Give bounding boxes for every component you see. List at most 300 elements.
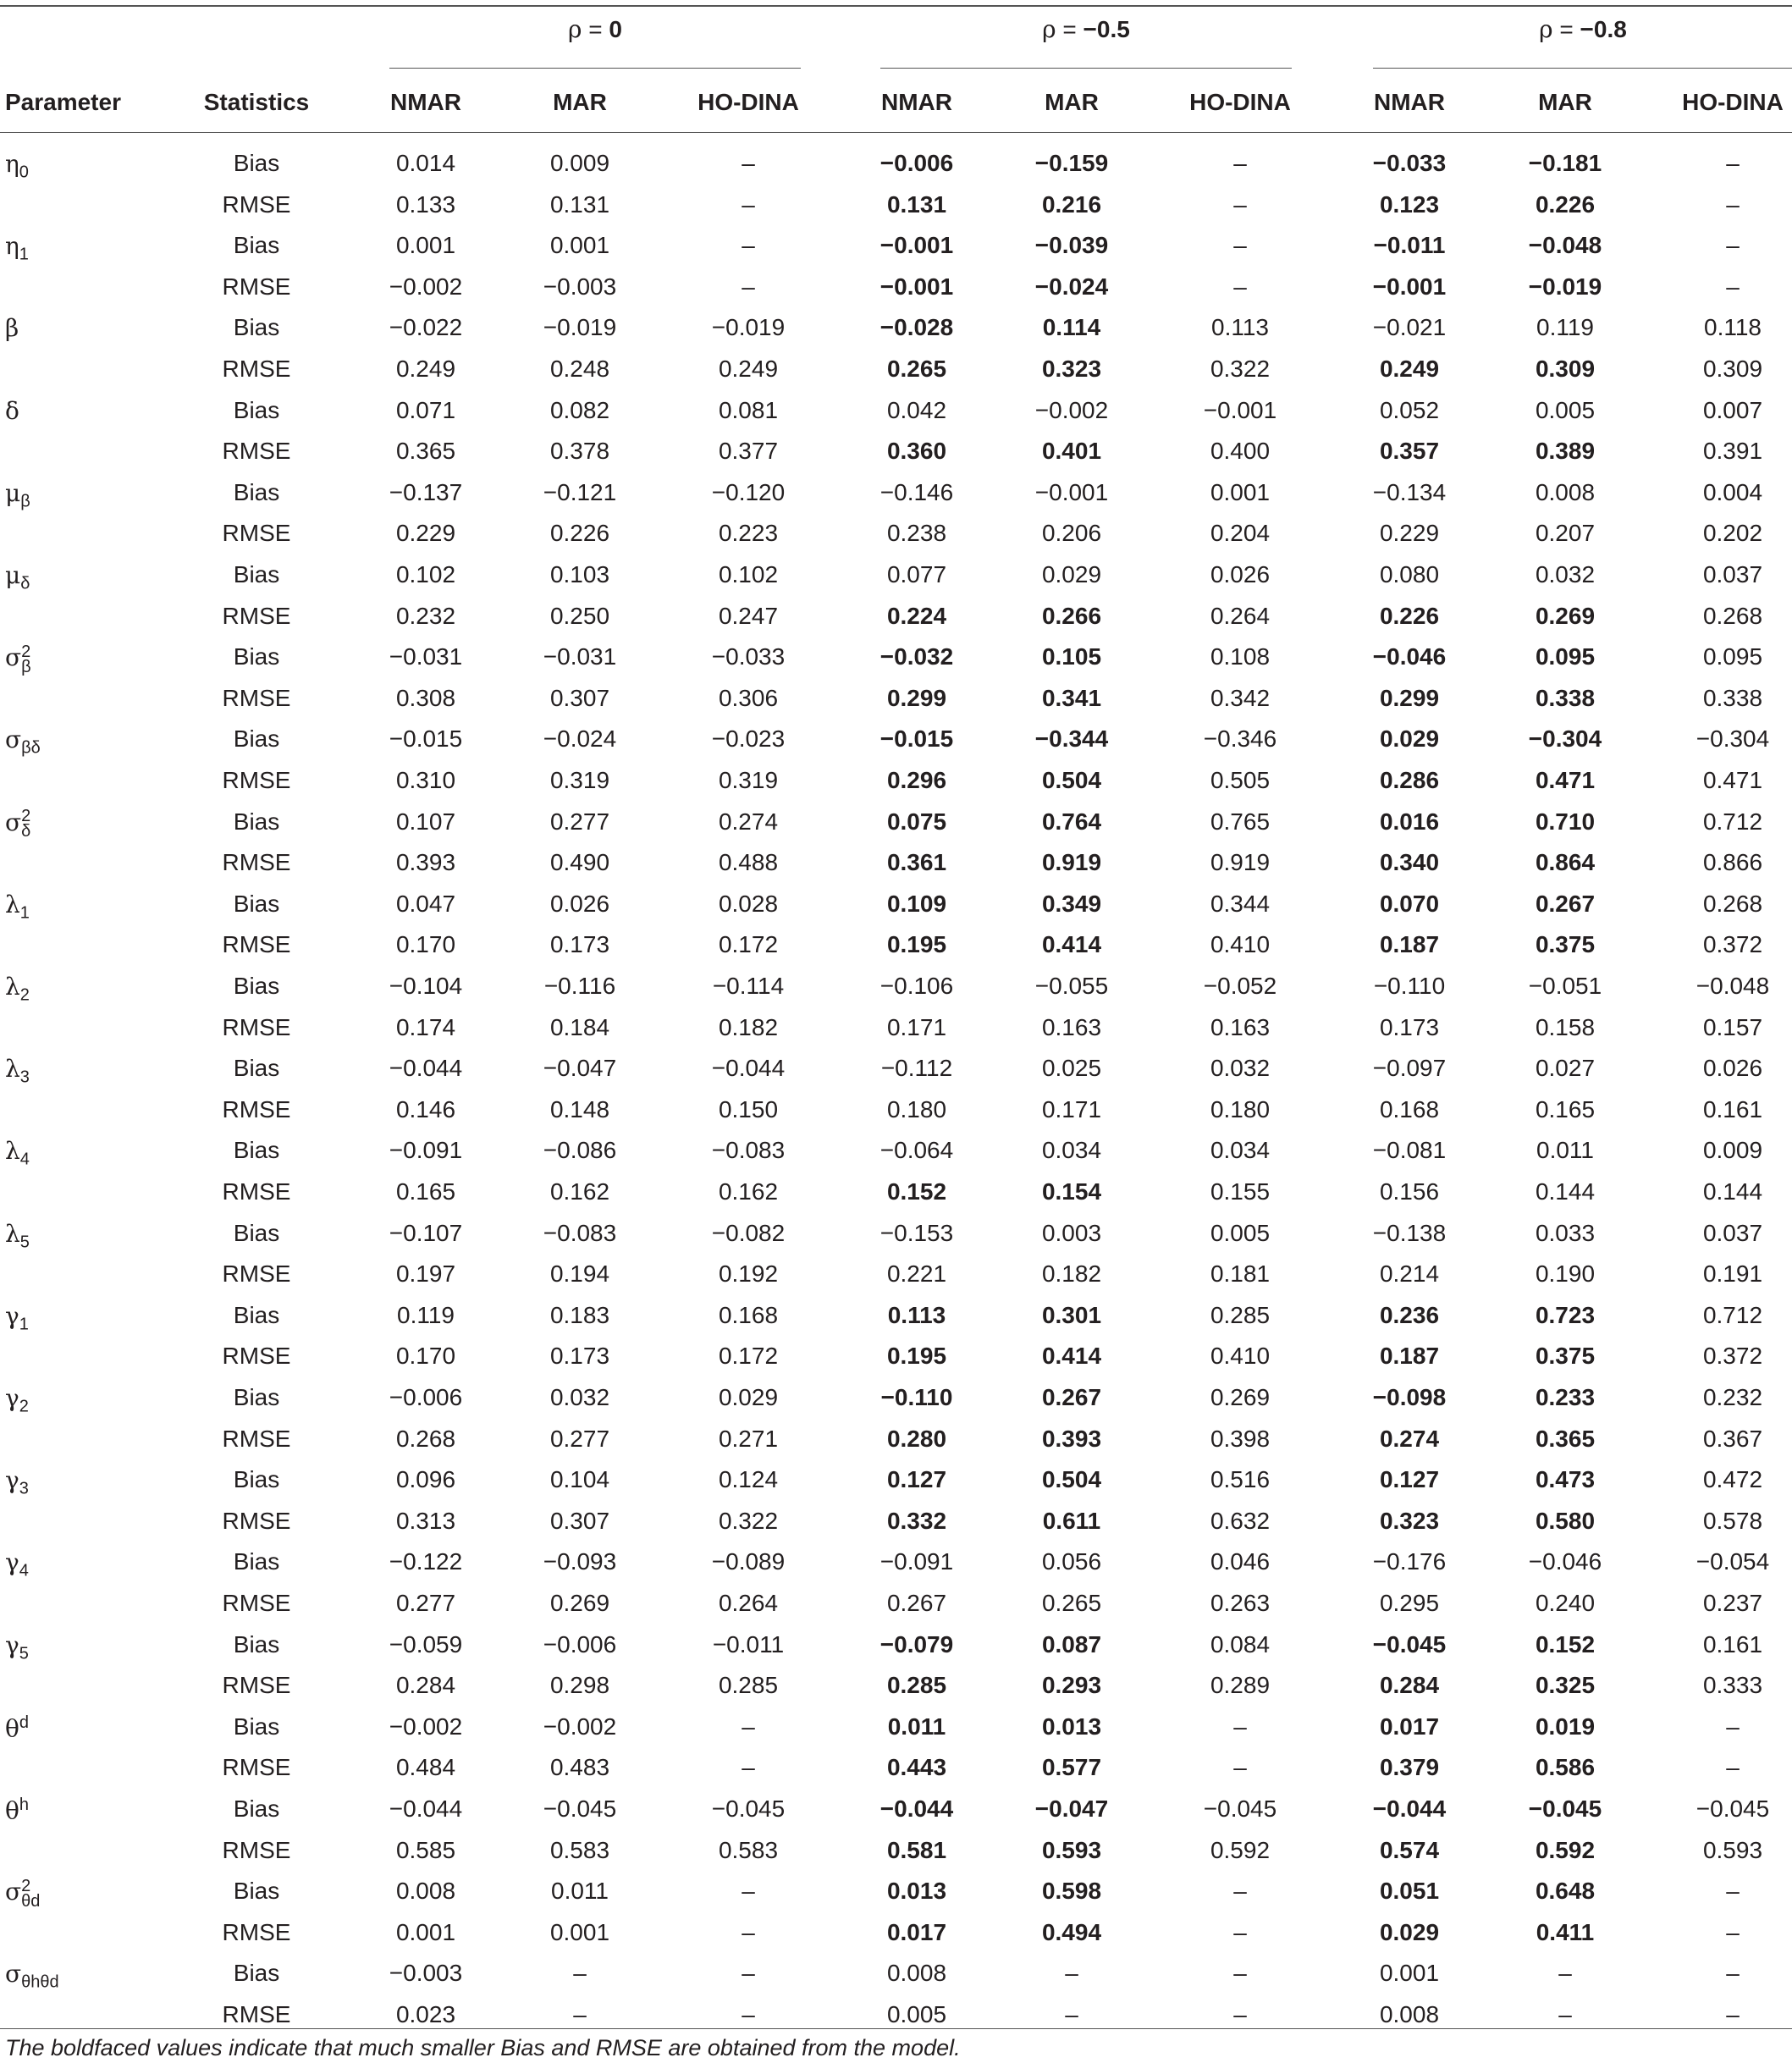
table-cell: 0.249 [718,356,779,382]
table-cell: 0.306 [718,684,779,711]
table-cell: −0.104 [389,973,463,999]
table-cell: 0.001 [1379,1960,1440,1987]
table-cell: 0.087 [1041,1630,1102,1658]
table-cell: – [742,2001,755,2027]
table-cell: 0.011 [1536,1137,1594,1164]
table-cell: 0.410 [1210,1343,1271,1370]
table-cell: 0.042 [886,396,947,423]
rho-symbol: ρ [568,15,582,43]
table-cell: 0.155 [1210,1178,1271,1205]
table-cell: 0.866 [1702,849,1763,876]
table-cell: 0.308 [395,684,456,711]
statistic-label: RMSE [222,1918,291,1945]
statistic-label: RMSE [222,849,291,876]
table-cell: −0.181 [1528,150,1602,176]
table-row [0,1014,1792,1055]
table-row [0,1795,1792,1836]
table-cell: 0.372 [1702,931,1763,958]
table-cell: 0.580 [1535,1507,1596,1534]
table-cell: −0.097 [1372,1055,1447,1082]
parameter-symbol: $\mu_\delta$ [5,561,30,593]
statistic-label: RMSE [222,356,291,382]
table-cell: −0.054 [1696,1548,1770,1575]
table-cell: 0.071 [395,396,456,423]
table-cell: 0.168 [1379,1095,1440,1123]
table-row [0,808,1792,849]
table-cell: −0.304 [1528,725,1602,753]
table-cell: – [1726,150,1740,176]
table-row [0,561,1792,602]
statistic-label: RMSE [222,273,291,300]
table-cell: −0.019 [1528,273,1602,300]
top-rule [0,5,1792,7]
table-cell: 0.592 [1535,1836,1596,1863]
table-cell: −0.120 [711,478,786,505]
table-cell: −0.153 [879,1219,954,1246]
table-cell: 0.298 [549,1672,610,1699]
table-cell: −0.304 [1696,725,1770,753]
table-row [0,150,1792,190]
table-cell: 0.274 [1379,1425,1440,1452]
table-cell: 0.349 [1041,890,1102,917]
table-cell: 0.274 [718,808,779,835]
statistic-label: Bias [233,232,280,259]
table-cell: 0.598 [1041,1878,1102,1905]
table-cell: 0.118 [1704,314,1762,341]
group-rule-rho-05 [880,68,1292,69]
table-cell: −0.024 [543,725,617,753]
rho-value: 0 [609,16,622,42]
table-row [0,1919,1792,1960]
table-cell: 0.472 [1702,1466,1763,1493]
table-cell: 0.864 [1535,849,1596,876]
table-cell: 0.280 [886,1425,947,1452]
parameter-symbol: δ [5,396,19,425]
table-cell: – [742,190,755,218]
table-cell: 0.285 [1210,1301,1271,1328]
table-cell: 0.221 [886,1260,947,1288]
table-cell: −0.002 [389,1713,463,1740]
table-cell: −0.003 [389,1960,463,1987]
table-cell: – [1726,2001,1740,2027]
table-cell: 0.047 [395,890,456,917]
table-cell: 0.226 [1535,190,1596,218]
table-cell: 0.265 [1041,1590,1102,1616]
table-cell: 0.005 [1210,1219,1271,1246]
statistic-label: Bias [233,150,280,176]
table-cell: −0.045 [711,1795,786,1822]
table-cell: – [1558,2001,1572,2027]
table-cell: 0.378 [549,438,610,465]
table-cell: −0.134 [1372,478,1447,505]
table-cell: −0.047 [1034,1795,1109,1822]
statistic-label: RMSE [222,931,291,958]
table-cell: 0.027 [1535,1055,1596,1082]
parameter-symbol: σ 2 β [5,642,31,676]
header-mar: MAR [1045,89,1099,115]
table-cell: −0.045 [1528,1795,1602,1822]
table-cell: 0.592 [1210,1836,1271,1863]
table-cell: 0.051 [1379,1878,1440,1905]
table-row [0,232,1792,273]
table-cell: −0.001 [879,273,954,300]
table-cell: 0.152 [1535,1630,1596,1658]
table-cell: 0.026 [1702,1055,1763,1082]
table-cell: 0.009 [1702,1137,1763,1164]
table-cell: 0.391 [1702,438,1763,465]
table-cell: 0.578 [1702,1507,1763,1534]
table-cell: −0.006 [543,1630,617,1658]
table-cell: 0.398 [1210,1425,1271,1452]
table-cell: 0.013 [1041,1713,1102,1740]
statistic-label: RMSE [222,684,291,711]
table-cell: 0.233 [1535,1384,1596,1410]
table-cell: 0.172 [718,931,779,958]
table-cell: −0.001 [1203,396,1277,423]
table-cell: −0.021 [1372,314,1447,341]
table-cell: −0.046 [1372,643,1447,670]
table-cell: – [1233,1918,1247,1945]
table-cell: 0.277 [395,1590,456,1616]
statistic-label: Bias [233,1630,280,1658]
statistic-label: RMSE [222,602,291,629]
table-cell: 0.323 [1379,1507,1440,1534]
table-cell: 0.046 [1210,1548,1271,1575]
table-cell: 0.029 [1379,725,1440,753]
table-cell: 0.357 [1379,438,1440,465]
table-cell: −0.045 [1696,1795,1770,1822]
statistic-label: Bias [233,725,280,753]
table-cell: 0.133 [395,190,456,218]
table-cell: – [1065,1960,1078,1987]
parameter-symbol: $\theta^d$ [5,1713,29,1743]
table-cell: 0.114 [1042,314,1101,341]
table-cell: 0.195 [886,931,947,958]
table-cell: −0.044 [389,1055,463,1082]
table-cell: 0.229 [395,520,456,547]
table-cell: −0.044 [389,1795,463,1822]
table-cell: 0.379 [1379,1754,1440,1781]
table-cell: −0.137 [389,478,463,505]
table-cell: 0.593 [1041,1836,1102,1863]
table-cell: 0.504 [1041,1466,1102,1493]
table-cell: – [1726,1960,1740,1987]
table-cell: 0.319 [718,767,779,793]
table-cell: 0.032 [1210,1055,1271,1082]
table-cell: 0.375 [1535,1343,1596,1370]
table-cell: 0.919 [1041,849,1102,876]
table-cell: 0.154 [1041,1178,1102,1205]
table-cell: 0.192 [718,1260,779,1288]
table-cell: −0.031 [543,643,617,670]
table-cell: 0.309 [1535,356,1596,382]
table-cell: 0.307 [549,684,610,711]
table-cell: 0.309 [1702,356,1763,382]
group-rule-rho-08 [1373,68,1792,69]
table-cell: 0.001 [395,1918,456,1945]
table-cell: 0.113 [1211,314,1269,341]
table-cell: 0.180 [886,1095,947,1123]
table-cell: 0.162 [549,1178,610,1205]
table-row [0,479,1792,520]
table-row [0,1713,1792,1754]
table-cell: 0.008 [1535,478,1596,505]
table-cell: 0.323 [1041,356,1102,382]
table-cell: −0.011 [712,1630,785,1658]
table-cell: 0.163 [1041,1013,1102,1040]
table-cell: 0.414 [1041,1343,1102,1370]
parameter-symbol: σ 2 δ [5,807,31,841]
table-cell: 0.109 [886,890,947,917]
table-cell: 0.393 [395,849,456,876]
statistic-label: Bias [233,396,280,423]
table-cell: 0.712 [1702,808,1763,835]
table-cell: 0.338 [1702,684,1763,711]
table-cell: 0.504 [1041,767,1102,793]
table-cell: 0.173 [1379,1013,1440,1040]
table-row [0,1137,1792,1178]
table-cell: 0.165 [395,1178,456,1205]
table-cell: 0.313 [395,1507,456,1534]
table-cell: 0.277 [549,808,610,835]
table-cell: 0.023 [395,2001,456,2027]
table-cell: 0.577 [1041,1754,1102,1781]
table-row [0,1096,1792,1137]
table-cell: 0.586 [1535,1754,1596,1781]
table-cell: 0.156 [1379,1178,1440,1205]
table-cell: −0.023 [711,725,786,753]
table-cell: – [1558,1960,1572,1987]
parameter-symbol: β [5,314,19,343]
table-row [0,1590,1792,1630]
table-row [0,1384,1792,1425]
table-cell: 0.033 [1535,1219,1596,1246]
table-cell: – [1726,1878,1740,1905]
table-cell: 0.712 [1702,1301,1763,1328]
table-cell: 0.158 [1535,1013,1596,1040]
table-cell: 0.410 [1210,931,1271,958]
table-cell: −0.044 [879,1795,954,1822]
table-cell: – [1726,190,1740,218]
table-cell: 0.008 [1379,2001,1440,2027]
table-cell: – [1233,150,1247,176]
table-cell: −0.048 [1528,232,1602,259]
statistic-label: Bias [233,561,280,587]
table-cell: 0.367 [1702,1425,1763,1452]
table-cell: −0.176 [1372,1548,1447,1575]
table-cell: 0.319 [549,767,610,793]
table-cell: 0.182 [718,1013,779,1040]
table-row [0,849,1792,890]
table-cell: 0.187 [1379,931,1440,958]
table-cell: −0.346 [1203,725,1277,753]
table-cell: 0.157 [1702,1013,1763,1040]
table-cell: 0.056 [1041,1548,1102,1575]
table-cell: −0.039 [1034,232,1109,259]
table-cell: 0.004 [1702,478,1763,505]
table-cell: 0.593 [1702,1836,1763,1863]
table-cell: −0.019 [711,314,786,341]
table-cell: – [1233,1754,1247,1781]
statistic-label: RMSE [222,1507,291,1534]
table-cell: 0.171 [886,1013,947,1040]
table-cell: 0.505 [1210,767,1271,793]
table-cell: 0.299 [886,684,947,711]
parameter-symbol: $\eta_0$ [5,150,29,182]
table-cell: 0.161 [1702,1095,1763,1123]
statistic-label: RMSE [222,1178,291,1205]
statistic-label: RMSE [222,1095,291,1123]
table-cell: 0.401 [1041,438,1102,465]
table-cell: 0.162 [718,1178,779,1205]
table-cell: −0.093 [543,1548,617,1575]
table-cell: 0.414 [1041,931,1102,958]
table-cell: −0.033 [1372,150,1447,176]
table-cell: 0.265 [886,356,947,382]
table-row [0,520,1792,560]
table-cell: −0.083 [711,1137,786,1164]
table-cell: 0.285 [886,1672,947,1699]
table-cell: 0.471 [1702,767,1763,793]
table-cell: 0.008 [395,1878,456,1905]
parameter-symbol: $\eta_1$ [5,232,29,264]
table-row [0,314,1792,355]
table-cell: 0.360 [886,438,947,465]
table-cell: 0.152 [886,1178,947,1205]
table-cell: 0.284 [1379,1672,1440,1699]
statistic-label: Bias [233,314,280,341]
table-cell: 0.172 [718,1343,779,1370]
table-cell: −0.114 [712,973,785,999]
header-nmar: NMAR [1374,89,1445,115]
table-cell: 0.372 [1702,1343,1763,1370]
statistic-label: Bias [233,1960,280,1987]
statistic-label: Bias [233,973,280,999]
table-cell: 0.494 [1041,1918,1102,1945]
statistic-label: RMSE [222,1590,291,1616]
table-cell: 0.269 [1535,602,1596,629]
table-cell: 0.267 [1041,1384,1102,1410]
table-cell: −0.079 [879,1630,954,1658]
table-footnote: The boldfaced values indicate that much smaller Bias and RMSE are obtained from the model. [5,2035,961,2060]
table-cell: −0.011 [1373,232,1446,259]
table-cell: 0.107 [395,808,456,835]
table-cell: 0.204 [1210,520,1271,547]
equals-sign: = [1056,16,1083,42]
table-cell: 0.184 [549,1013,610,1040]
table-cell: 0.148 [549,1095,610,1123]
statistic-label: Bias [233,1301,280,1328]
table-cell: – [1726,1918,1740,1945]
table-cell: −0.002 [1034,396,1109,423]
table-cell: −0.002 [543,1713,617,1740]
table-cell: 0.263 [1210,1590,1271,1616]
table-cell: 0.113 [887,1301,946,1328]
parameter-symbol: $\sigma_{\theta h\theta d}$ [5,1960,59,1992]
table-cell: 0.473 [1535,1466,1596,1493]
table-cell: 0.127 [886,1466,947,1493]
table-cell: 0.443 [886,1754,947,1781]
table-cell: – [1233,232,1247,259]
parameter-symbol: $\lambda_4$ [5,1137,30,1169]
table-cell: −0.110 [880,1384,953,1410]
table-cell: −0.121 [543,478,617,505]
table-cell: 0.144 [1702,1178,1763,1205]
table-cell: 0.013 [886,1878,947,1905]
table-cell: 0.070 [1379,890,1440,917]
table-cell: 0.095 [1702,643,1763,670]
table-cell: 0.108 [1210,643,1271,670]
table-cell: – [1233,1713,1247,1740]
table-cell: 0.516 [1210,1466,1271,1493]
header-parameter: Parameter [5,89,121,115]
table-cell: 0.232 [1702,1384,1763,1410]
parameter-symbol: $\sigma_{\beta\delta}$ [5,725,41,758]
group-header [874,15,1298,43]
parameter-symbol: $\gamma_1$ [5,1301,29,1334]
table-cell: 0.216 [1041,190,1102,218]
table-cell: −0.106 [879,973,954,999]
table-cell: 0.163 [1210,1013,1271,1040]
statistic-label: Bias [233,1795,280,1822]
table-cell: 0.028 [718,890,779,917]
table-cell: 0.764 [1041,808,1102,835]
table-cell: −0.001 [1372,273,1447,300]
table-cell: – [742,150,755,176]
table-cell: 0.284 [395,1672,456,1699]
table-cell: 0.034 [1210,1137,1271,1164]
statistic-label: RMSE [222,1343,291,1370]
table-cell: 0.249 [395,356,456,382]
table-cell: – [1233,273,1247,300]
parameter-symbol: $\gamma_2$ [5,1384,29,1416]
group-rule-rho-0 [389,68,801,69]
parameter-symbol: $\lambda_2$ [5,973,30,1005]
parameter-symbol: σ 2 θd [5,1876,41,1911]
table-cell: 0.344 [1210,890,1271,917]
table-cell: 0.267 [1535,890,1596,917]
table-cell: 0.017 [886,1918,947,1945]
table-cell: – [742,273,755,300]
table-cell: 0.174 [395,1013,456,1040]
table-cell: 0.307 [549,1507,610,1534]
table-cell: −0.001 [879,232,954,259]
equals-sign: = [1552,16,1580,42]
table-cell: −0.116 [543,973,616,999]
table-cell: −0.086 [543,1137,617,1164]
statistic-label: RMSE [222,2001,291,2027]
table-cell: 0.238 [886,520,947,547]
table-cell: – [1726,1713,1740,1740]
table-cell: 0.266 [1041,602,1102,629]
table-cell: 0.019 [1535,1713,1596,1740]
table-cell: 0.322 [718,1507,779,1534]
table-cell: 0.723 [1535,1301,1596,1328]
table-cell: – [1233,1878,1247,1905]
statistic-label: Bias [233,808,280,835]
table-cell: 0.277 [549,1425,610,1452]
table-cell: −0.031 [389,643,463,670]
table-cell: – [573,1960,587,1987]
table-cell: −0.122 [389,1548,463,1575]
table-cell: 0.001 [395,232,456,259]
table-cell: – [1233,2001,1247,2027]
table-cell: – [1726,1754,1740,1781]
table-cell: 0.119 [1536,314,1594,341]
table-cell: 0.180 [1210,1095,1271,1123]
table-cell: 0.034 [1041,1137,1102,1164]
table-cell: 0.032 [1535,561,1596,587]
